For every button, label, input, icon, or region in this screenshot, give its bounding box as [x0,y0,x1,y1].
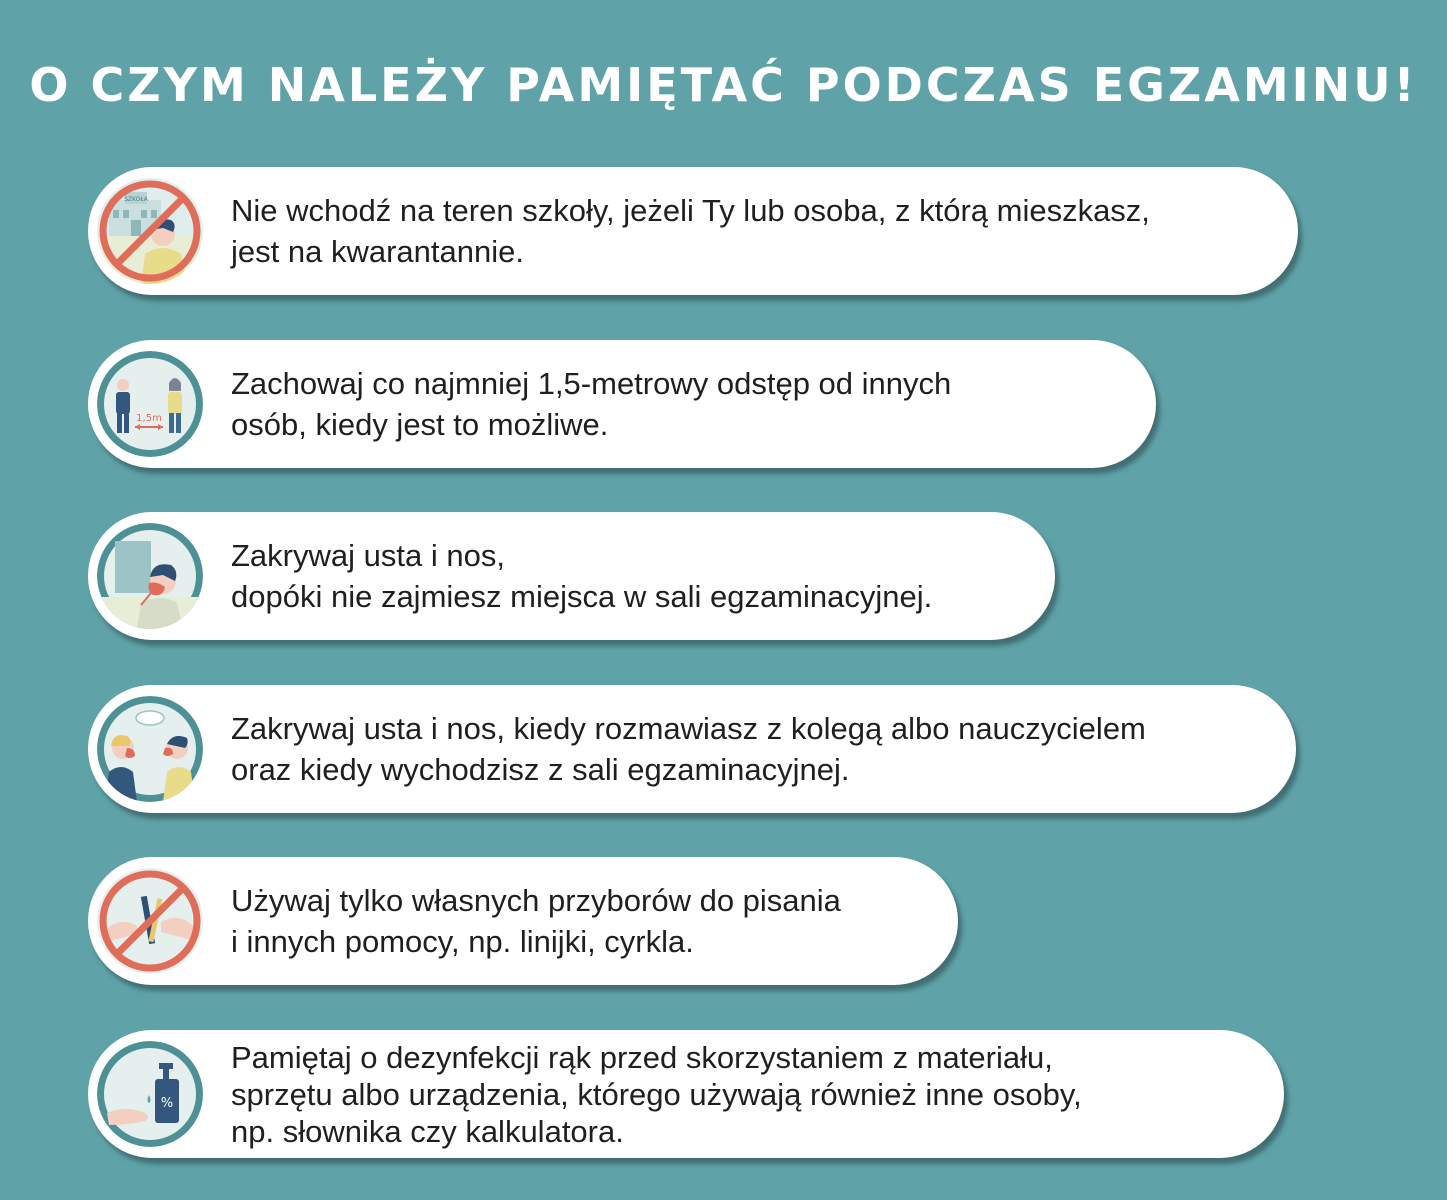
rule-text [231,512,1015,640]
rule-line: osób, kiedy jest to możliwe. [231,407,609,442]
rule-text [231,685,1256,813]
rule-card-conversation [88,685,1296,813]
rule-line: i innych pomocy, np. linijki, cyrkla. [231,924,694,959]
bottle-label: % [160,1096,174,1111]
conversation-masks-icon [97,696,203,802]
page-title: O CZYM NALEŻY PAMIĘTAĆ PODCZAS EGZAMINU! [29,58,1418,112]
rule-card-distance [88,340,1156,468]
no-entry-school-icon [97,178,203,284]
rule-line: Zakrywaj usta i nos, [231,538,505,573]
face-mask-icon [97,523,203,629]
no-sharing-pens-icon [97,868,203,974]
rule-card-no-entry [88,167,1298,295]
rule-line: Nie wchodź na teren szkoły, jeżeli Ty lub osoba, z którą mieszkasz, [231,193,1150,228]
rule-card-disinfection [88,1030,1284,1158]
social-distance-icon [97,351,203,457]
rule-line: Zachowaj co najmniej 1,5-metrowy odstęp od innych [231,366,952,401]
svg-text:SZKOŁA: SZKOŁA [124,196,148,203]
rule-line: np. słownika czy kalkulatora. [231,1113,624,1149]
rule-text [231,340,1116,468]
distance-label: 1,5m [136,413,162,424]
rule-card-mask [88,512,1055,640]
rule-text [231,857,918,985]
rule-text [231,167,1258,295]
rule-line: oraz kiedy wychodzisz z sali egzaminacyjnej. [231,752,850,787]
rule-line: sprzętu albo urządzenia, którego używają również inne osoby, [231,1076,1082,1112]
rule-line: dopóki nie zajmiesz miejsca w sali egzaminacyjnej. [231,579,933,614]
hand-sanitizer-icon [97,1041,203,1147]
rule-card-own-supplies [88,857,958,985]
rule-line: jest na kwarantannie. [231,234,524,269]
rule-line: Pamiętaj o dezynfekcji rąk przed skorzystaniem z materiału, [231,1039,1053,1075]
rule-line: Używaj tylko własnych przyborów do pisania [231,883,841,918]
rule-line: Zakrywaj usta i nos, kiedy rozmawiasz z kolegą albo nauczycielem [231,711,1146,746]
rule-text [231,1030,1244,1158]
